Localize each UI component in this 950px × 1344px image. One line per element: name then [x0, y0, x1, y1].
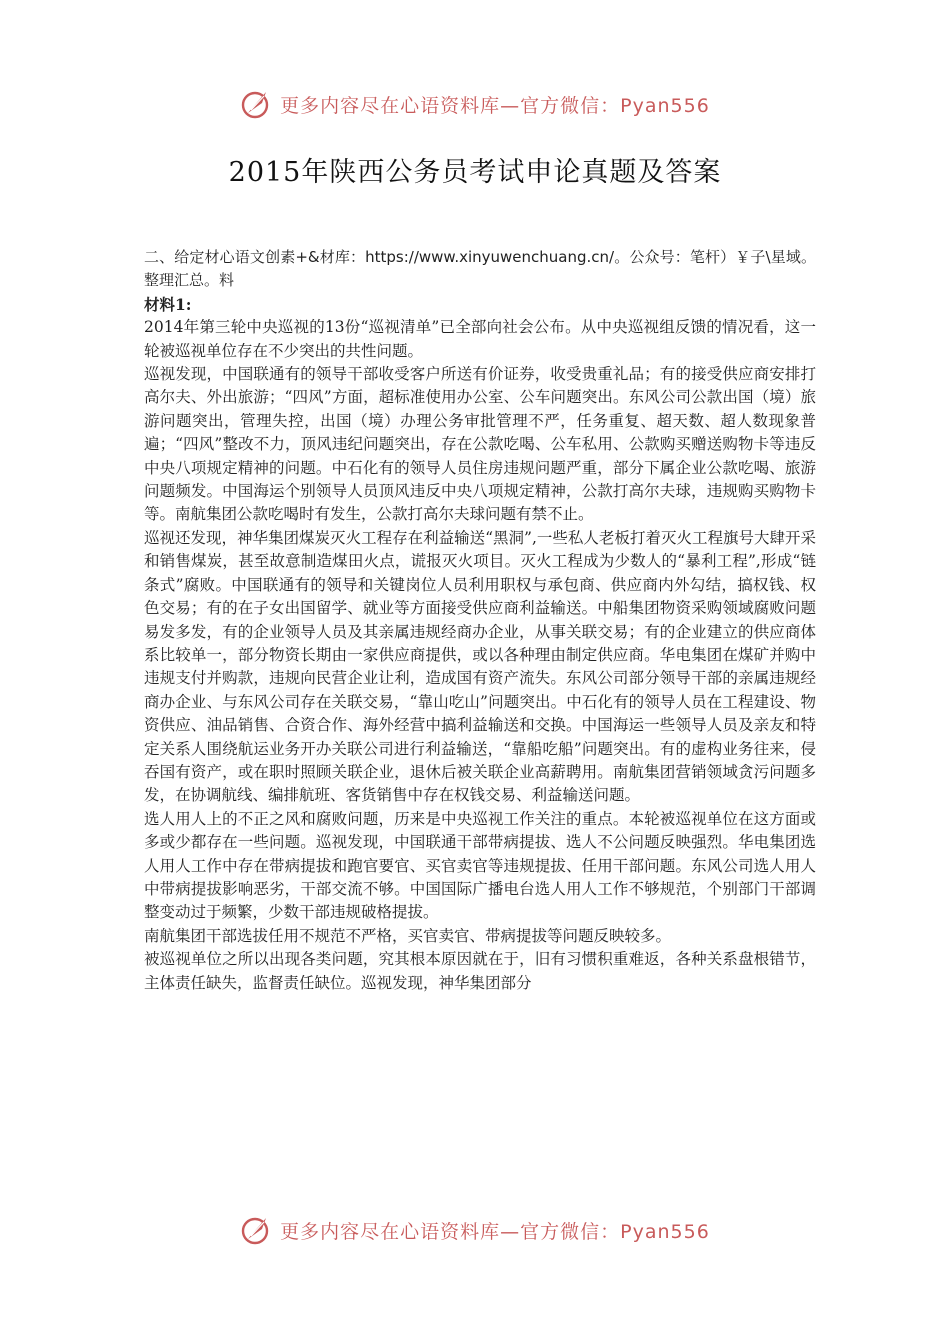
- document-body: [144, 246, 816, 995]
- banner-text: 更多内容尽在心语资料库—官方微信：Pyan556: [280, 94, 710, 117]
- paragraph: 被巡视单位之所以出现各类问题，究其根本原因就在于，旧有习惯积重难返，各种关系盘根错节，主体责任缺失，监督责任缺位。巡视发现，神华集团部分: [144, 950, 816, 992]
- footer-banner: [0, 1208, 950, 1252]
- paragraph: 选人用人上的不正之风和腐败问题，历来是中央巡视工作关注的重点。本轮被巡视单位在这方面或多或少都存在一些问题。巡视发现，中国联通干部带病提拔、选人不公问题反映强烈。华电集团选人用人工作中存在带病提拔和跑官要官、买官卖官等违规提拔、任用干部问题。东风公司选人用人中带病提拔影响恶劣，干部交流不够。中国国际广播电台选人用人工作不够规范，个别部门干部调整变动过于频繁，少数干部违规破格提拔。: [144, 809, 816, 922]
- section-header: 二、给定材心语文创素+&材库：https://www.xinyuwenchuang.cn/。公众号：笔杆）￥子\星域。整理汇总。料: [144, 248, 816, 290]
- header-banner: [0, 82, 950, 126]
- feather-pen-logo-icon: [240, 87, 274, 121]
- material-label: 材料1:: [144, 294, 192, 314]
- paragraph: 巡视还发现，神华集团煤炭灭火工程存在利益输送“黑洞”,一些私人老板打着灭火工程旗号大肆开采和销售煤炭，甚至故意制造煤田火点，谎报灭火项目。灭火工程成为少数人的“暴利工程”,形成“链条式”腐败。中国联通有的领导和关键岗位人员利用职权与承包商、供应商内外勾结，搞权钱、权色交易；有的在子女出国留学、就业等方面接受供应商利益输送。中船集团物资采购领域腐败问题易发多发，有的企业领导人员及其亲属违规经商办企业，从事关联交易；有的企业建立的供应商体系比较单一，部分物资长期由一家供应商提供，或以各种理由制定供应商。华电集团在煤矿并购中违规支付并购款，违规向民营企业让利，造成国有资产流失。东风公司部分领导干部的亲属违规经商办企业、与东风公司存在关联交易，“靠山吃山”问题突出。中石化有的领导人员在工程建设、物资供应、油品销售、合资合作、海外经营中搞利益输送和交换。中国海运一些领导人员及亲友和特定关系人围绕航运业务开办关联公司进行利益输送，“靠船吃船”问题突出。有的虚构业务往来，侵吞国有资产，或在职时照顾关联企业，退休后被关联企业高薪聘用。南航集团营销领域贪污问题多发，在协调航线、编排航班、客货销售中存在权钱交易、利益输送问题。: [144, 528, 816, 805]
- paragraph: 南航集团干部选拔任用不规范不严格，买官卖官、带病提拔等问题反映较多。: [144, 926, 672, 945]
- page-title: 2015年陕西公务员考试申论真题及答案: [228, 157, 722, 188]
- feather-pen-logo-icon: [240, 1213, 274, 1247]
- paragraph: 2014年第三轮中央巡视的13份“巡视清单”已全部向社会公布。从中央巡视组反馈的情况看，这一轮被巡视单位存在不少突出的共性问题。: [144, 318, 816, 360]
- banner-text: 更多内容尽在心语资料库—官方微信：Pyan556: [280, 1220, 710, 1243]
- paragraph: 巡视发现，中国联通有的领导干部收受客户所送有价证券，收受贵重礼品；有的接受供应商安排打高尔夫、外出旅游；“四风”方面，超标准使用办公室、公车问题突出。东风公司公款出国（境）旅游问题突出，管理失控，出国（境）办理公务审批管理不严，任务重复、超天数、超人数现象普遍；“四风”整改不力，顶风违纪问题突出，存在公款吃喝、公车私用、公款购买赠送购物卡等违反中央八项规定精神的问题。中石化有的领导人员住房违规问题严重，部分下属企业公款吃喝、旅游问题频发。中国海运个别领导人员顶风违反中央八项规定精神，公款打高尔夫球，违规购买购物卡等。南航集团公款吃喝时有发生，公款打高尔夫球问题有禁不止。: [144, 365, 816, 524]
